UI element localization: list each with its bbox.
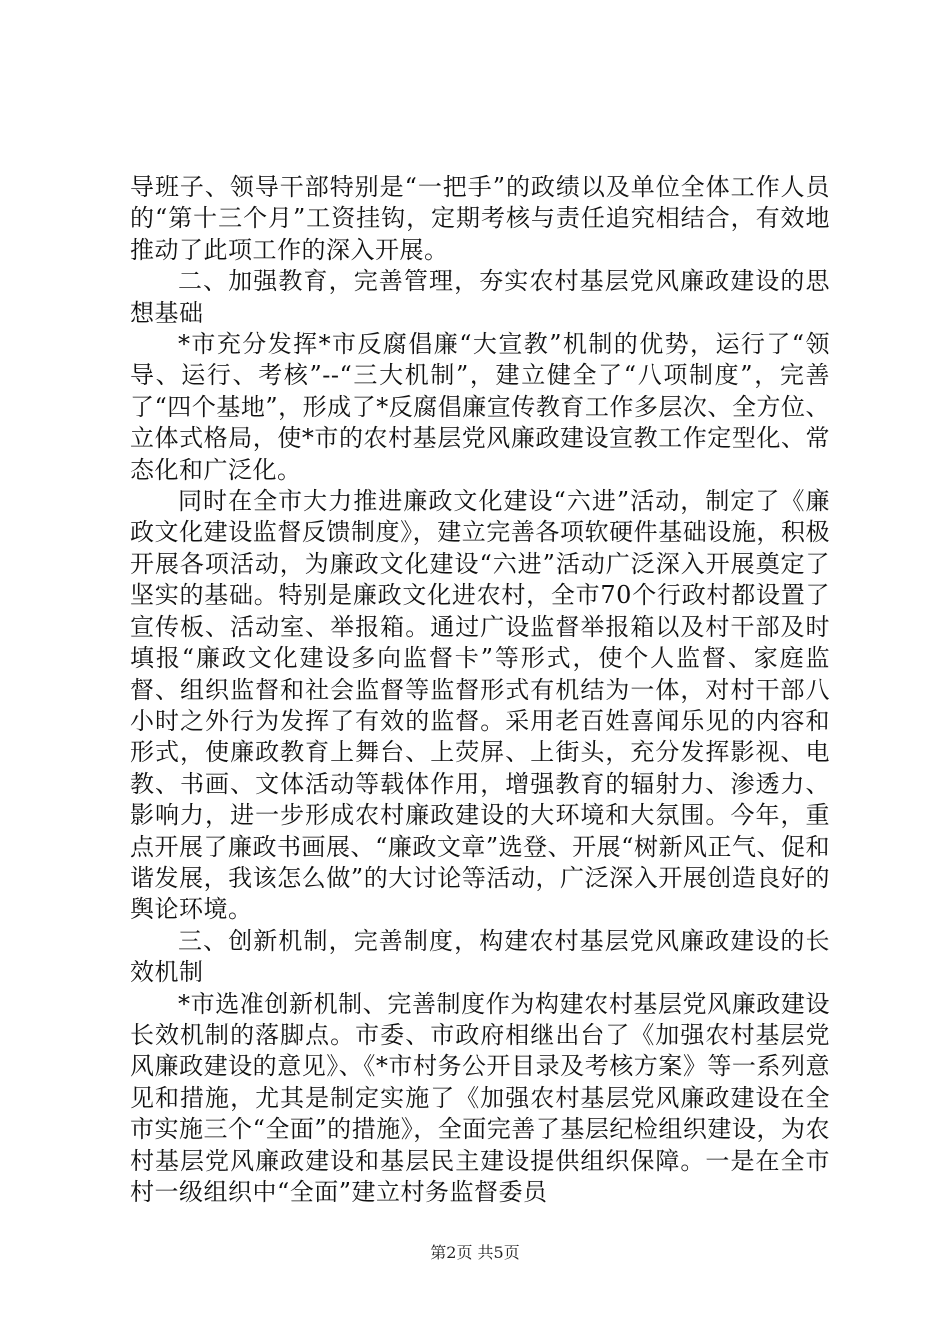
section-heading-3: 三、创新机制，完善制度，构建农村基层党风廉政建设的长效机制 [130, 926, 830, 987]
section-heading-2: 二、加强教育，完善管理，夯实农村基层党风廉政建设的思想基础 [130, 267, 830, 327]
paragraph: *市充分发挥*市反腐倡廉“大宣教”机制的优势，运行了“领导、运行、考核”--“三大机制”，建立健全了“八项制度”，完善了“四个基地”，形成了*反腐倡廉宣传教育工作多层次、全方位、立体式格局，使*市的农村基层党风廉政建设宣教工作定型化、常态化和广泛化。 [130, 330, 830, 484]
paragraph: 同时在全市大力推进廉政文化建设“六进”活动，制定了《廉政文化建设监督反馈制度》，建立完善各项软硬件基础设施，积极开展各项活动，为廉政文化建设“六进”活动广泛深入开展奠定了坚实的基础。特别是廉政文化进农村，全市70个行政村都设置了宣传板、活动室、举报箱。通过广设监督举报箱以及村干部及时填报“廉政文化建设多向监督卡”等形式，使个人监督、家庭监督、组织监督和社会监督等监督形式有机结为一体，对村干部八小时之外行为发挥了有效的监督。采用老百姓喜闻乐见的内容和形式，使廉政教育上舞台、上荧屏、上街头，充分发挥影视、电教、书画、文体活动等载体作用，增强教育的辐射力、渗透力、影响力，进一步形成农村廉政建设的大环境和大氛围。今年，重点开展了廉政书画展、“廉政文章”选登、开展“树新风正气、促和谐发展，我该怎么做”的大讨论等活动，广泛深入开展创造良好的舆论环境。 [130, 487, 830, 924]
paragraph: *市选准创新机制、完善制度作为构建农村基层党风廉政建设长效机制的落脚点。市委、市政府相继出台了《加强农村基层党风廉政建设的意见》、《*市村务公开目录及考核方案》等一系列意见和措施，尤其是制定实施了《加强农村基层党风廉政建设在全市实施三个“全面”的措施》，全面完善了基层纪检组织建设，为农村基层党风廉政建设和基层民主建设提供组织保障。一是在全市村一级组织中“全面”建立村务监督委员 [130, 989, 830, 1206]
paragraph-continuation: 导班子、领导干部特别是“一把手”的政绩以及单位全体工作人员的“第十三个月”工资挂钩，定期考核与责任追究相结合，有效地推动了此项工作的深入开展。 [130, 173, 830, 264]
page-number: 第2页 共5页 [430, 1243, 520, 1262]
document-body [130, 172, 830, 1208]
